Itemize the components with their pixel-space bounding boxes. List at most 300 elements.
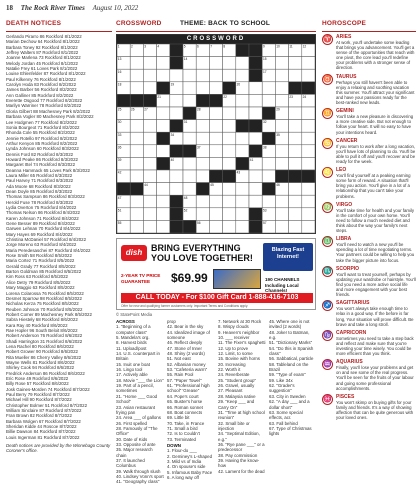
crossword-cell[interactable] [183, 82, 196, 95]
crossword-cell[interactable] [236, 220, 249, 233]
crossword-number: 56 [197, 221, 201, 225]
sign-name: LEO [336, 167, 347, 174]
horoscope-rule [322, 31, 416, 32]
crossword-block [209, 94, 222, 107]
crossword-cell[interactable] [236, 195, 249, 208]
crossword-cell[interactable] [196, 195, 209, 208]
crossword-cell[interactable] [289, 220, 302, 233]
crossword-cell[interactable] [183, 170, 196, 183]
paper-name: The Rock River Times [20, 4, 85, 12]
crossword-cell[interactable] [130, 170, 143, 183]
virgo-icon: ♍ [323, 203, 332, 211]
crossword-cell[interactable] [130, 82, 143, 95]
crossword-cell[interactable] [209, 82, 222, 95]
crossword-cell[interactable] [249, 132, 262, 145]
price-guarantee: 2-YEAR TV PRICE GUARANTEE [121, 273, 161, 284]
death-notice: Shadi Harrington 31 Rockford 8/6/2022 [6, 338, 83, 344]
crossword-number: 2 [131, 44, 133, 49]
crossword-number: 15 [263, 57, 267, 62]
crossword-block [236, 120, 249, 133]
horoscope-scorpio [322, 266, 416, 297]
down-clue: 20. Increasing [218, 361, 246, 367]
across-clue: 5. Mandela's org. [116, 335, 150, 341]
crossword-cell[interactable] [143, 220, 156, 233]
death-notice: Sabra Hiestely 68 Rockford 8/6/2022 [6, 317, 78, 323]
down-clue: 51. "Dictionary Marks" [269, 340, 313, 346]
death-notice: Mary Hayes 69 Rockford 8/4/2022 [6, 231, 73, 237]
crossword-cell[interactable] [183, 94, 196, 107]
horoscope-virgo [322, 202, 416, 233]
crossword-cell[interactable] [302, 220, 315, 233]
crossword-cell[interactable] [236, 107, 249, 120]
crossword-cell[interactable] [196, 57, 209, 70]
crossword-cell[interactable] [275, 120, 288, 133]
death-notice: Desmet Sparrow 98 Rockford 8/5/2022 [6, 295, 82, 301]
crossword-cell[interactable] [196, 157, 209, 170]
death-notice: Fredrick Anderson 86 Rockford 8/6/2022 [6, 370, 85, 376]
crossword-cell[interactable] [223, 132, 236, 145]
crossword-cell[interactable] [289, 195, 302, 208]
crossword-cell[interactable] [143, 132, 156, 145]
crossword-cell[interactable] [170, 94, 183, 107]
crossword-cell[interactable] [209, 107, 222, 120]
crossword-cell[interactable] [302, 145, 315, 158]
sign-name: CANCER [336, 137, 358, 144]
death-notice: Shirley Cook 94 Rockford 8/6/2022 [6, 365, 75, 371]
crossword-block [130, 94, 143, 107]
crossword-cell[interactable] [130, 132, 143, 145]
down-clue: 8. Wispy clouds [218, 324, 249, 330]
issue-date: August 10, 2022 [92, 4, 139, 12]
crossword-cell[interactable] [275, 208, 288, 221]
down-clues-3 [269, 319, 317, 479]
across-clue: 68. Boat connects [167, 409, 203, 415]
crossword-cell[interactable] [223, 145, 236, 158]
crossword-cell[interactable] [275, 145, 288, 158]
crossword-block [249, 220, 262, 233]
crossword-cell[interactable] [223, 195, 236, 208]
death-notice: Alice Detry 79 Rockford 8/5/2022 [6, 279, 71, 285]
crossword-block [117, 94, 130, 107]
death-notice: Sheridan Kidde 44 Roscoe 8/7/2022 [6, 424, 77, 430]
crossword-number: 25 [117, 107, 122, 112]
crossword-cell[interactable] [249, 195, 262, 208]
crossword-cell[interactable] [302, 157, 315, 170]
crossword-number: 8 [223, 44, 226, 49]
crossword-cell[interactable] [196, 132, 209, 145]
crossword-cell[interactable] [143, 170, 156, 183]
across-clue: 52. Albanian money [167, 361, 206, 367]
crossword-cell[interactable] [275, 195, 288, 208]
crossword-block [157, 82, 170, 95]
across-clue: 61. "Professional high school" 'Grease" [167, 383, 210, 394]
crossword-block [249, 69, 262, 82]
crossword-cell[interactable] [157, 107, 170, 120]
crossword-cell[interactable] [302, 208, 315, 221]
crossword-cell[interactable] [143, 145, 156, 158]
death-notice: Michael Hill 90 Rockford 8/7/2022 [6, 397, 72, 403]
death-notice: Jennie Rotello 97 Rockford 8/2/2022 [6, 135, 78, 141]
across-clue: 28. Famously of "The Office" [116, 425, 158, 437]
death-notice: Gene Besser 89 Rockford 8/4/2022 [6, 221, 75, 227]
page-number: 18 [6, 4, 13, 12]
death-notice: Barbara Toney 92 Rockford 8/1/2022 [6, 44, 78, 50]
down-clue: 5. Infamous Baby Face [167, 469, 213, 475]
crossword-cell[interactable] [223, 220, 236, 233]
horoscope-pisces [322, 394, 416, 420]
ad-channels: 190 CHANNELS Including Local Channels! [265, 277, 300, 293]
crossword-number: 1 [117, 44, 120, 49]
crossword-cell[interactable] [170, 107, 183, 120]
crossword-number: 53 [263, 208, 267, 213]
crossword-number: 48 [183, 195, 188, 200]
crossword-number: 36 [117, 145, 122, 150]
dish-logo: dish [121, 245, 147, 261]
death-notice: Louise Ehlenfelder 87 Rockford 8/1/2022 [6, 71, 86, 77]
crossword-cell[interactable] [223, 157, 236, 170]
death-notice: Josk Gaines-Morden 74 Rockford 8/7/2022 [6, 386, 90, 392]
crossword-number: 21 [157, 95, 161, 99]
across-clue: 21. "Home ___ Good School" [116, 393, 158, 405]
sign-text: If you return to work after a long vacation, you'll have lots of planning to do. You'll be able to pull it off and you'll recover and be ready for the week. [336, 143, 416, 164]
death-notice: Deanna Hammack 65 Loves Park 8/3/2022 [6, 167, 90, 173]
crossword-cell[interactable] [143, 208, 156, 221]
across-clue: 19. Part of a pencil, sometimes [116, 383, 154, 394]
crossword-cell[interactable] [262, 170, 275, 183]
crossword-cell[interactable] [157, 69, 170, 82]
crossword-cell[interactable] [170, 183, 183, 196]
crossword-cell[interactable] [289, 69, 302, 82]
crossword-number: 51 [117, 208, 122, 213]
across-clue: 46. Reflect deeply [167, 340, 203, 346]
across-clue: 44. Idealized image of someone [167, 329, 210, 341]
crossword-cell[interactable] [289, 208, 302, 221]
across-clues-2 [167, 319, 215, 479]
crossword-cell[interactable] [170, 170, 183, 183]
down-clue: 63. City in Sweden [269, 393, 306, 399]
across-clue: 41. "Geography class" [116, 479, 160, 485]
sagittarius-icon: ♐ [323, 302, 332, 310]
crossword-cell[interactable] [143, 57, 156, 70]
crossword-cell[interactable] [249, 107, 262, 120]
crossword-cell[interactable] [130, 57, 143, 70]
across-clue: 55. Rain Pool [167, 372, 194, 378]
sign-text: You won't always take enough time to relax in a good way. If the before is far long, Your situation will prove difficult. Be brave and take a long stroll. [336, 306, 414, 327]
crossword-cell[interactable] [196, 120, 209, 133]
crossword-block [170, 57, 183, 70]
crossword-cell[interactable] [143, 69, 156, 82]
across-clue: 53. "Cafeteria warm" [167, 367, 208, 373]
page-header [6, 4, 416, 16]
death-notice: Thomas Sampson 86 Rockford 8/3/2022 [6, 194, 85, 200]
crossword-block [249, 120, 262, 133]
crossword-cell[interactable] [289, 107, 302, 120]
down-clue: 12. Up to prove [218, 345, 249, 351]
crossword-cell[interactable] [143, 120, 156, 133]
aries-icon: ♈ [323, 36, 332, 43]
death-notice: Jorge Moreno 63 Rockford 8/4/2022 [6, 242, 77, 248]
crossword-number: 28 [197, 107, 201, 112]
across-clue: 1. "Beginning of a computer class" [116, 324, 151, 335]
death-notice: Rita Mueller 86 Cherry Valley 8/6/2022 [6, 354, 82, 360]
across-clue: 64. Pope's court [167, 393, 199, 399]
crossword-block [209, 170, 222, 183]
crossword-number: 24 [302, 95, 307, 99]
crossword-cell[interactable] [275, 82, 288, 95]
death-notice: Christopher Bolmer 51 Rockford 8/7/2022 [6, 402, 88, 408]
crossword-cell[interactable] [130, 120, 143, 133]
across-clue: 39. Walk through slush [116, 468, 161, 474]
dish-advertisement[interactable] [116, 238, 316, 310]
death-notice: William Sinclaire 87 Rockford 8/7/2022 [6, 408, 82, 414]
crossword-title: CROSSWORD [116, 20, 162, 27]
crossword-number: 52 [183, 208, 188, 213]
gemini-icon: ♊ [323, 110, 332, 118]
crossword-block [196, 183, 209, 196]
crossword-cell[interactable] [302, 132, 315, 145]
crossword-block [170, 145, 183, 158]
death-notice: Paul Berry 79 Rockford 8/7/2022 [6, 392, 70, 398]
crossword-cell[interactable] [157, 195, 170, 208]
death-notice: Lynda Johnson 60 Rockford 8/3/2022 [6, 146, 79, 152]
crossword-cell[interactable] [130, 157, 143, 170]
crossword-cell[interactable] [223, 183, 236, 196]
crossword-cell[interactable] [249, 183, 262, 196]
crossword-cell[interactable] [302, 57, 315, 70]
death-notice: Ann Galliner 85 Rockford 8/2/2022 [6, 92, 74, 98]
crossword-cell[interactable] [183, 132, 196, 145]
crossword-cell[interactable] [249, 170, 262, 183]
crossword-cell[interactable] [223, 69, 236, 82]
across-clue: 48. Shiny (2 words) [167, 351, 205, 357]
crossword-cell[interactable] [236, 132, 249, 145]
horoscope-capricorn [322, 330, 416, 356]
death-notices-footer: Death notices are provided by the Winnebago County Coroner's office. [6, 443, 111, 454]
crossword-grid [116, 34, 316, 234]
crossword-cell[interactable] [143, 157, 156, 170]
down-clue: 25. "Student group" [218, 377, 257, 383]
horoscope-title: HOROSCOPE [322, 20, 367, 27]
sign-text: You'll need to watch a new you'll be spending a lot of time negotiating terms. Your partners could be willing to help you take the bigger picture into focus. [336, 242, 415, 263]
crossword-cell[interactable] [196, 69, 209, 82]
death-notice: Barton Goldman 85 Rockford 8/5/2022 [6, 269, 82, 275]
crossword-cell[interactable] [130, 208, 143, 221]
crossword-cell[interactable] [196, 208, 209, 221]
across-clue: 26. First spelled [116, 420, 147, 426]
crossword-number: 42 [117, 170, 122, 175]
crossword-cell[interactable] [209, 69, 222, 82]
crossword-cell[interactable] [130, 145, 143, 158]
death-notice: Thomas Nelson 86 Rockford 8/4/2022 [6, 210, 80, 216]
crossword-cell[interactable] [157, 183, 170, 196]
sign-text: You'll take a new pleasure in discovering a more creative side. But not enough to follow your heart. It will no easy to have your intentions heard. [336, 114, 414, 135]
crossword-block [302, 170, 315, 183]
sign-name: AQUARIUS [336, 359, 363, 366]
across-clue: 11. Upload/post [116, 345, 147, 351]
crossword-cell[interactable] [130, 69, 143, 82]
crossword-cell[interactable] [209, 57, 222, 70]
crossword-number: 18 [117, 82, 122, 87]
down-clue: 24. Reverberate [218, 372, 250, 378]
crossword-cell[interactable] [289, 120, 302, 133]
crossword-cell[interactable] [196, 82, 209, 95]
crossword-block [249, 208, 262, 221]
crossword-block [249, 57, 262, 70]
crossword-cell[interactable] [275, 157, 288, 170]
crossword-cell[interactable] [275, 69, 288, 82]
crossword-cell[interactable] [275, 57, 288, 70]
death-notices-list [6, 34, 112, 474]
crossword-cell[interactable] [183, 157, 196, 170]
crossword-cell[interactable] [249, 82, 262, 95]
down-clue: 29. "Keep ___ and Carry On" [218, 399, 255, 410]
crossword-cell[interactable] [196, 170, 209, 183]
across-clue: 40. Lindsey Vonn's sport [116, 473, 164, 479]
across-clues-1 [116, 319, 164, 485]
crossword-cell[interactable] [302, 195, 315, 208]
across-clue: 23. Asian restaurant frying pan [116, 404, 156, 415]
crossword-number: 32 [263, 120, 267, 125]
crossword-number: 14 [183, 57, 188, 62]
crossword-number: 16 [117, 69, 122, 74]
crossword-cell[interactable] [236, 208, 249, 221]
crossword-cell[interactable] [170, 69, 183, 82]
crossword-cell[interactable] [223, 57, 236, 70]
down-clue: 28. Malaysia native [218, 393, 256, 399]
crossword-number: 38 [263, 145, 267, 150]
death-notice: Robert Anderson 76 Rockford 8/6/2022 [6, 333, 83, 339]
horoscope-list [322, 34, 416, 478]
death-notice: Lorena Colarossa 76 Rockford 8/5/2022 [6, 290, 84, 296]
death-notice: Robert Comer 89 Machesney Park 8/5/2022 [6, 311, 92, 317]
crossword-cell[interactable] [302, 69, 315, 82]
crossword-block [275, 170, 288, 183]
across-clue: 65. Buster's horse [167, 399, 203, 405]
crossword-cell[interactable] [289, 145, 302, 158]
crossword-cell[interactable] [157, 170, 170, 183]
crossword-cell[interactable] [157, 208, 170, 221]
crossword-cell[interactable] [223, 107, 236, 120]
crossword-number: 22 [223, 95, 227, 99]
crossword-cell[interactable] [262, 94, 275, 107]
crossword-cell[interactable] [209, 120, 222, 133]
down-clue: 2. Geminey's L-shaped [167, 453, 213, 459]
death-notices-rule [6, 31, 112, 32]
horoscope-cancer [322, 138, 416, 164]
crossword-number: 35 [276, 132, 280, 137]
copyright-note: © StatePoint Media [116, 312, 153, 317]
crossword-cell[interactable] [302, 120, 315, 133]
crossword-block [236, 157, 249, 170]
crossword-block [262, 107, 275, 120]
crossword-number: 55 [117, 221, 122, 225]
crossword-cell[interactable] [130, 220, 143, 233]
down-clue: 32. Small bite or injection [218, 420, 250, 431]
crossword-cell[interactable] [289, 157, 302, 170]
death-notice: Laura Miller 65 Rockford 8/3/2022 [6, 172, 73, 178]
crossword-cell[interactable] [249, 94, 262, 107]
crossword-cell[interactable] [236, 183, 249, 196]
sign-text: You'll take time for health and your family in the comfort of your own home. You'll need to follow a much needed diet and think about the way your family's next steps. [336, 207, 415, 234]
crossword-cell[interactable] [236, 69, 249, 82]
death-notice: Paul Harvey 71 Rockford 8/3/2022 [6, 178, 74, 184]
crossword-cell[interactable] [209, 145, 222, 158]
crossword-number: 5 [183, 44, 186, 49]
across-heading: ACROSS [116, 319, 135, 324]
ad-phone[interactable]: CALL TODAY - For $100 Gift Card 1-888-416-7103 [121, 293, 313, 303]
crossword-cell[interactable] [262, 195, 275, 208]
crossword-cell[interactable] [236, 145, 249, 158]
crossword-cell[interactable] [223, 208, 236, 221]
crossword-cell[interactable] [157, 120, 170, 133]
crossword-number: 11 [289, 44, 293, 49]
down-clue: 48. Joker to Batman, e.g. [269, 329, 310, 341]
crossword-block [157, 157, 170, 170]
crossword-number: 34 [170, 132, 175, 137]
crossword-cell[interactable] [209, 157, 222, 170]
across-clue: 37. It launched Columbus [116, 457, 145, 469]
crossword-cell[interactable] [289, 132, 302, 145]
down-clue: 62. "Grader's suggestion" [269, 383, 295, 394]
crossword-cell[interactable] [289, 183, 302, 196]
across-clue: 18. Movie "___ the Lion" [116, 377, 164, 383]
sign-name: CAPRICORN [336, 329, 367, 336]
death-notice: Natalie Frey 61 Loves Park 8/1/2022 [6, 66, 78, 72]
across-clue: 16. Lingo tool [116, 367, 143, 373]
horoscope-leo [322, 167, 416, 198]
crossword-cell[interactable] [236, 57, 249, 70]
crossword-block [196, 94, 209, 107]
crossword-block [249, 44, 262, 57]
crossword-cell[interactable] [262, 157, 275, 170]
down-heading: DOWN [167, 442, 181, 448]
sign-name: PISCES [336, 393, 355, 400]
crossword-cell[interactable] [183, 183, 196, 196]
sign-name: SCORPIO [336, 265, 360, 272]
death-notice: Lena Rachel 80 Rockford 8/6/2022 [6, 343, 74, 349]
crossword-cell[interactable] [289, 57, 302, 70]
crossword-cell[interactable] [183, 69, 196, 82]
death-notice: Dennis Ford 82 Rockford 8/3/2022 [6, 151, 74, 157]
crossword-cell[interactable] [302, 107, 315, 120]
crossword-cell[interactable] [157, 145, 170, 158]
crossword-cell[interactable] [236, 94, 249, 107]
crossword-cell[interactable] [209, 208, 222, 221]
crossword-cell[interactable] [223, 120, 236, 133]
crossword-cell[interactable] [157, 220, 170, 233]
crossword-cell[interactable] [130, 195, 143, 208]
crossword-cell[interactable] [275, 94, 288, 107]
crossword-cell[interactable] [209, 195, 222, 208]
crossword-cell[interactable] [143, 195, 156, 208]
crossword-cell[interactable] [209, 220, 222, 233]
down-clue: 58. Tableland on the Brazil [269, 361, 309, 373]
death-notice: Billy Rose 57 Rockford 8/6/2022 [6, 381, 69, 387]
crossword-cell[interactable] [302, 183, 315, 196]
crossword-cell[interactable] [262, 82, 275, 95]
crossword-cell[interactable] [143, 82, 156, 95]
crossword-cell[interactable] [209, 132, 222, 145]
down-clue: 12. Limit, to some [218, 351, 253, 357]
across-clue: 30. Date of Kids [116, 436, 148, 442]
down-clue: 36. "Rye pane ___" or a predecessor [218, 441, 265, 453]
crossword-cell[interactable] [157, 57, 170, 70]
crossword-cell[interactable] [275, 220, 288, 233]
death-notice: Mary Maggio 63 Rockford 8/5/2022 [6, 285, 75, 291]
death-notice: Rose Smith 58 Rockford 8/5/2022 [6, 253, 72, 259]
down-clue: 42. Lament for the dead [218, 468, 265, 474]
death-notice: Joanne Marlena 73 Rockford 8/1/2022 [6, 55, 81, 61]
